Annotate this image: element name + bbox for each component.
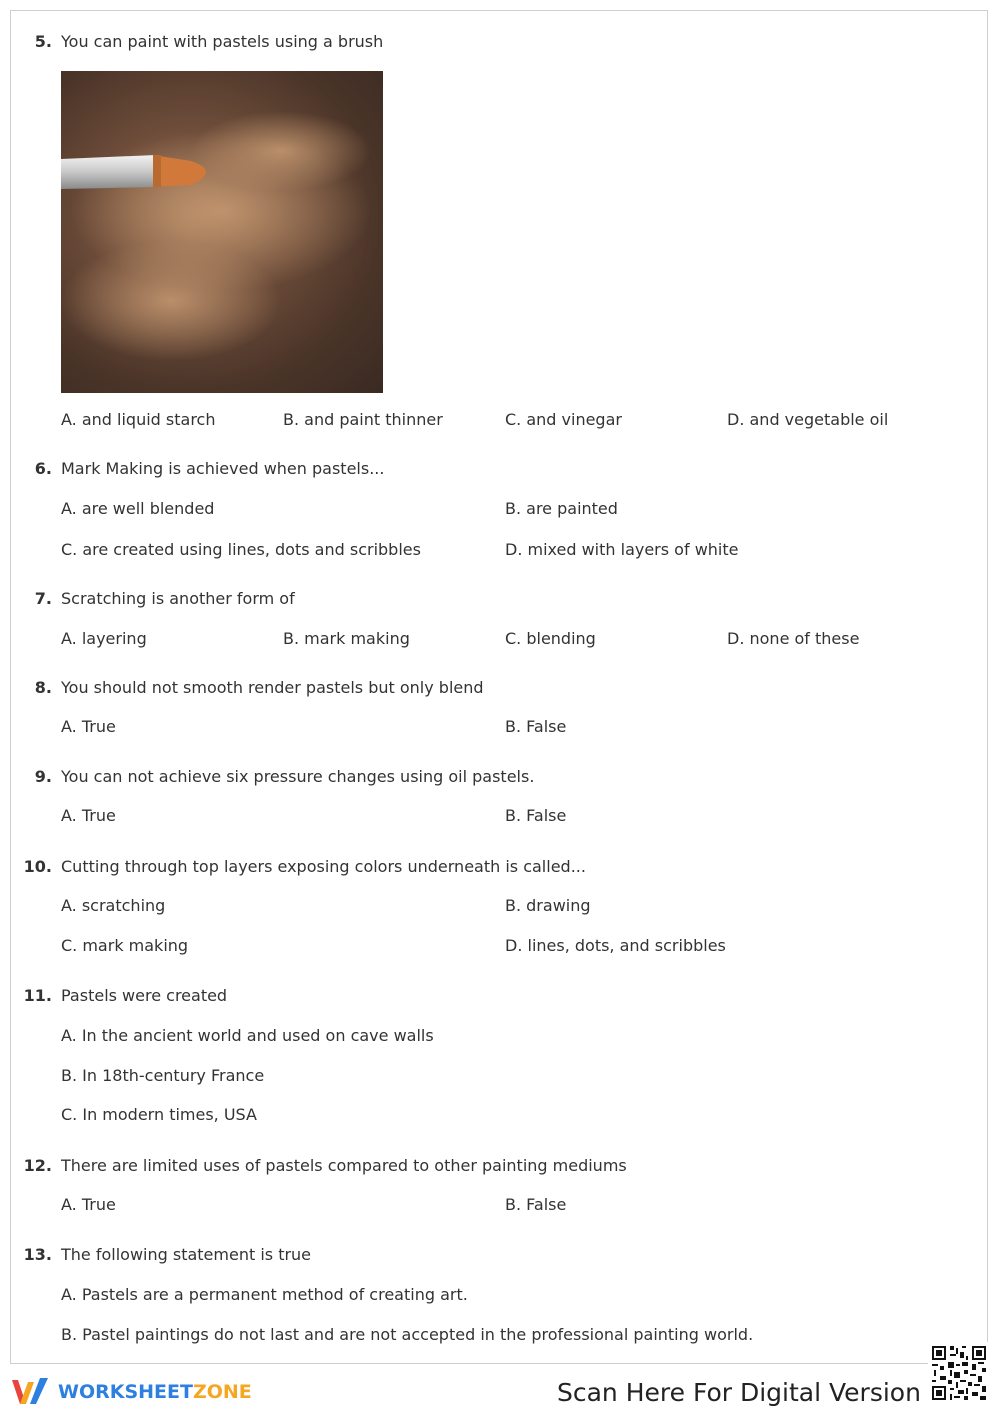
option[interactable]: A. are well blended	[61, 499, 215, 518]
question-text: Cutting through top layers exposing colors underneath is called...	[61, 857, 586, 876]
option[interactable]: C. mark making	[61, 936, 189, 955]
scan-caption: Scan Here For Digital Version	[557, 1378, 921, 1407]
option[interactable]: C. and vinegar	[505, 410, 622, 429]
question-text: Scratching is another form of	[61, 589, 295, 608]
question-number: 10.	[23, 857, 52, 876]
question-number: 8.	[34, 678, 52, 697]
option[interactable]: D. none of these	[727, 629, 860, 648]
question-number: 13.	[23, 1245, 52, 1264]
brand-part-2: ZONE	[192, 1381, 252, 1403]
option[interactable]: B. False	[505, 806, 567, 825]
option[interactable]: A. scratching	[61, 896, 166, 915]
question-text: You should not smooth render pastels but only blend	[61, 678, 484, 697]
option[interactable]: B. mark making	[283, 629, 410, 648]
option[interactable]: A. True	[61, 806, 116, 825]
question-text: The following statement is true	[61, 1245, 312, 1264]
option[interactable]: B. Pastel paintings do not last and are not accepted in the professional painting world.	[61, 1325, 754, 1344]
question-number: 12.	[23, 1156, 52, 1175]
option[interactable]: B. In 18th-century France	[61, 1066, 265, 1085]
question-text: Pastels were created	[61, 986, 228, 1005]
question-number: 6.	[34, 459, 52, 478]
worksheetzone-logo-icon	[10, 1376, 52, 1408]
option[interactable]: C. are created using lines, dots and scribbles	[61, 540, 421, 559]
brand-name	[58, 1381, 252, 1403]
option[interactable]: A. In the ancient world and used on cave walls	[61, 1026, 434, 1045]
option[interactable]: A. and liquid starch	[61, 410, 216, 429]
option[interactable]: B. drawing	[505, 896, 591, 915]
option[interactable]: B. are painted	[505, 499, 618, 518]
qr-code-icon[interactable]	[928, 1342, 990, 1404]
option[interactable]: A. True	[61, 717, 116, 736]
brand-part-1: WORKSHEET	[58, 1381, 193, 1403]
question-text: You can paint with pastels using a brush	[61, 32, 384, 51]
option[interactable]: A. True	[61, 1195, 116, 1214]
option[interactable]: C. blending	[505, 629, 596, 648]
question-number: 11.	[23, 986, 52, 1005]
worksheetzone-logo[interactable]	[10, 1376, 252, 1408]
question-text: You can not achieve six pressure changes using oil pastels.	[61, 767, 535, 786]
option[interactable]: A. Pastels are a permanent method of creating art.	[61, 1285, 468, 1304]
question-text: There are limited uses of pastels compared to other painting mediums	[61, 1156, 627, 1175]
option[interactable]: A. layering	[61, 629, 147, 648]
option[interactable]: D. lines, dots, and scribbles	[505, 936, 726, 955]
option[interactable]: D. and vegetable oil	[727, 410, 889, 429]
option[interactable]: D. mixed with layers of white	[505, 540, 739, 559]
option[interactable]: B. False	[505, 717, 567, 736]
question-number: 9.	[34, 767, 52, 786]
option[interactable]: B. False	[505, 1195, 567, 1214]
option[interactable]: C. In modern times, USA	[61, 1105, 257, 1124]
option[interactable]: B. and paint thinner	[283, 410, 443, 429]
question-number: 7.	[34, 589, 52, 608]
pastel-brush-photo	[61, 71, 383, 393]
question-number: 5.	[34, 32, 52, 51]
question-text: Mark Making is achieved when pastels...	[61, 459, 385, 478]
